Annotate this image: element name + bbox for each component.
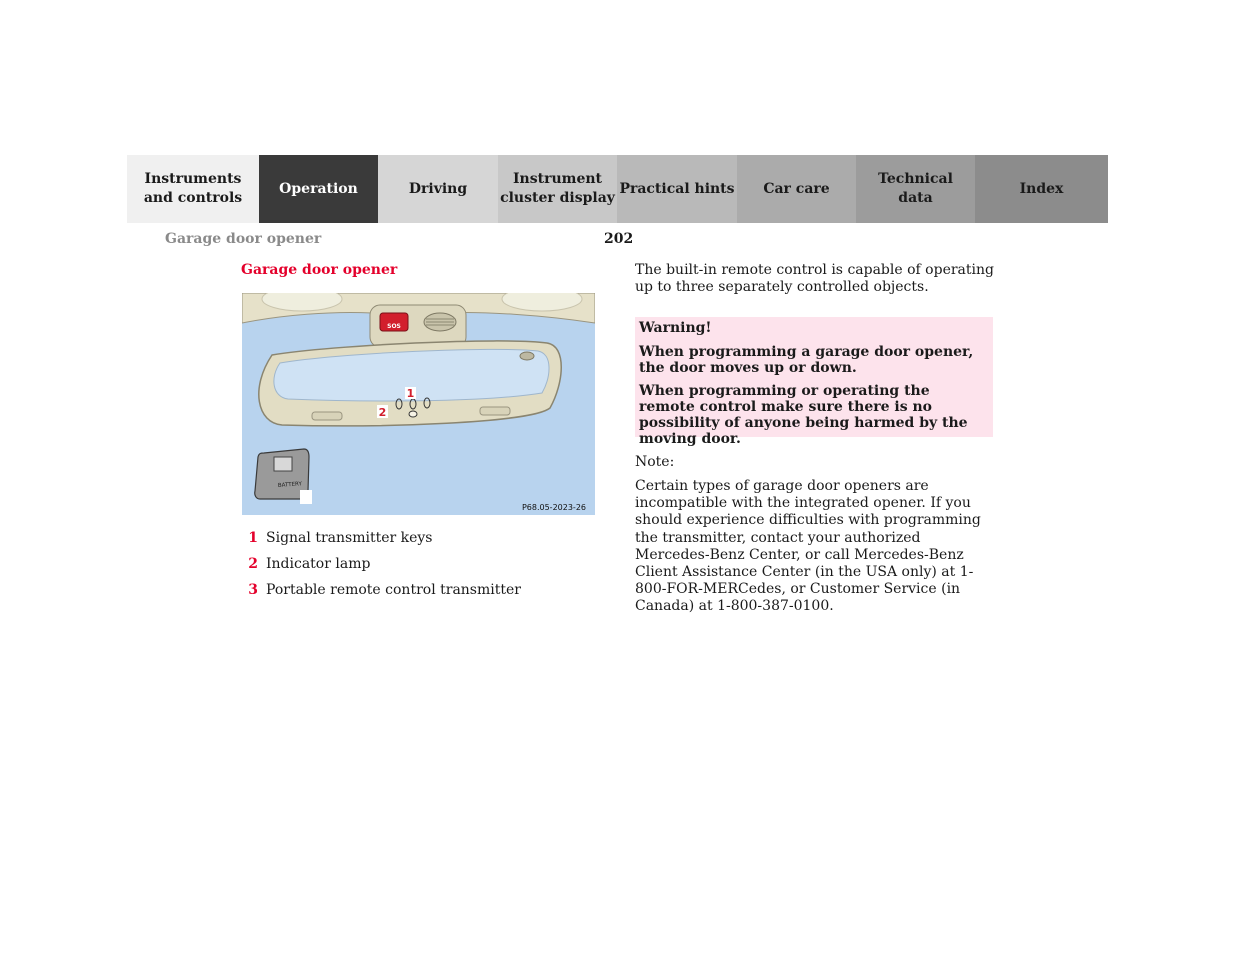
legend-item: [242, 530, 612, 556]
tab-technical-data[interactable]: Technical data: [856, 155, 975, 223]
running-header: [0, 231, 1235, 251]
tab-car-care[interactable]: Car care: [737, 155, 856, 223]
tab-index[interactable]: Index: [975, 155, 1108, 223]
page-heading: Garage door opener: [241, 262, 398, 278]
light-sensor: [520, 352, 534, 360]
callout-1: 1: [406, 387, 415, 400]
indicator-lamp: [409, 411, 417, 417]
section-title: Garage door opener: [165, 231, 322, 247]
warning-paragraph-1: When programming a garage door opener, the door moves up or down.: [639, 344, 974, 376]
note-paragraph: Certain types of garage door openers are incompatible with the integrated opener. If you should experience difficulties with programming the transmitter, contact your authorized Mercedes-Benz Center, or call Mercedes-Benz Client Assistance Center (in the USA only) at 1-800-FOR-MERCedes, or Customer Service (in Canada) at 1-800-387-0100.: [635, 478, 981, 615]
legend-number: 1: [248, 530, 258, 546]
tab-operation[interactable]: Operation: [259, 155, 378, 223]
callout-2: 2: [378, 406, 387, 419]
legend-text: Portable remote control transmitter: [266, 582, 521, 598]
legend-number: 3: [248, 582, 258, 598]
tab-instrument-cluster-display[interactable]: Instrument cluster display: [498, 155, 617, 223]
callout-3-box: [300, 490, 312, 504]
tab-driving[interactable]: Driving: [378, 155, 498, 223]
remote-button: [274, 457, 292, 471]
legend-item: [242, 556, 612, 582]
battery-label: BATTERY: [277, 481, 303, 489]
legend-text: Signal transmitter keys: [266, 530, 433, 546]
tab-practical-hints[interactable]: Practical hints: [617, 155, 737, 223]
legend-text: Indicator lamp: [266, 556, 371, 572]
mirror-illustration: [242, 293, 595, 515]
tab-instruments-and-controls[interactable]: Instruments and controls: [127, 155, 259, 223]
warning-paragraph-2: When programming or operating the remote control make sure there is no possibility of anyone being harmed by the moving door.: [639, 383, 968, 447]
map-light-right: [480, 407, 510, 415]
chapter-nav: [127, 155, 1108, 223]
figure-code: P68.05-2023-26: [521, 503, 586, 512]
warning-box: [635, 317, 993, 447]
sos-label: SOS: [387, 323, 401, 330]
map-light-left: [312, 412, 342, 420]
page-number: 202: [604, 231, 634, 247]
legend-item: [242, 582, 612, 608]
figure-legend: [242, 530, 612, 608]
legend-number: 2: [248, 556, 258, 572]
note-label: Note:: [635, 454, 675, 470]
intro-paragraph: The built-in remote control is capable of operating up to three separately controlled objects.: [635, 262, 994, 295]
warning-title: Warning!: [639, 320, 712, 336]
